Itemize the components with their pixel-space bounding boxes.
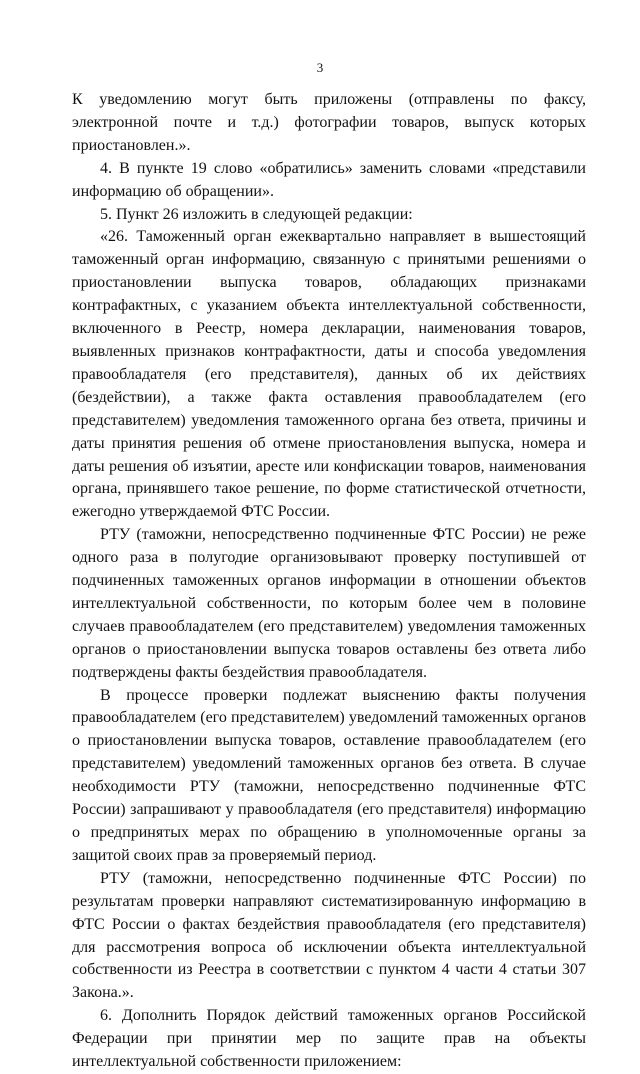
- paragraph-item-5: 5. Пункт 26 изложить в следующей редакции:: [100, 205, 413, 223]
- paragraph-attachment-note: К уведомлению могут быть приложены (отправлены по факсу, электронной почте и т.д.) фотографии товаров, выпуск которых приостановлен.».: [72, 91, 586, 154]
- document-body: [72, 89, 586, 1074]
- paragraph-item-4: 4. В пункте 19 слово «обратились» заменить словами «представили информацию об обращении».: [72, 159, 586, 200]
- paragraph-point-26: «26. Таможенный орган ежеквартально направляет в вышестоящий таможенный орган информацию, связанную с принятыми решениями о приостановлении выпуска товаров, обладающих признаками контрафактных, с указанием объекта интеллектуальной собственности, включенного в Реестр, номера декларации, наименования товаров, выявленных признаков контрафактности, даты и способа уведомления правообладателя (его представителя), данных об их действиях (бездействии), а также факта оставления правообладателем (его представителем) уведомления таможенного органа без ответа, причины и даты принятия решения об отмене приостановления выпуска, номера и даты решения об изъятии, аресте или конфискации товаров, наименования органа, принявшего такое решение, по форме статистической отчетности, ежегодно утверждаемой ФТС России.: [72, 228, 586, 521]
- page-number: 3: [316, 60, 324, 75]
- paragraph-item-6: 6. Дополнить Порядок действий таможенных органов Российской Федерации при принятии мер по защите прав на объекты интеллектуальной собственности приложением:: [72, 1007, 586, 1071]
- paragraph-review-process: В процессе проверки подлежат выяснению факты получения правообладателем (его представителем) уведомлений таможенных органов о приостановлении выпуска товаров, оставление правообладателем (его представителем) уведомлений таможенных органов без ответа. В случае необходимости РТУ (таможни, непосредственно подчиненные ФТС России) запрашивают у правообладателя (его представителя) информацию о предпринятых мерах по обращению в уполномоченные органы за защитой своих прав за проверяемый период.: [72, 686, 586, 864]
- paragraph-rtu-review: РТУ (таможни, непосредственно подчиненные ФТС России) не реже одного раза в полугодие организовывают проверку поступившей от подчиненных таможенных органов информации в отношении объектов интеллектуальной собственности, по которым более чем в половине случаев правообладателем (его представителем) уведомления таможенных органов о приостановлении выпуска товаров оставлены без ответа либо подтверждены факты бездействия правообладателя.: [72, 526, 586, 681]
- paragraph-rtu-results: РТУ (таможни, непосредственно подчиненные ФТС России) по результатам проверки направляют систематизированную информацию в ФТС России о фактах бездействия правообладателя (его представителя) для рассмотрения вопроса об исключении объекта интеллектуальной собственности из Реестра в соответствии с пунктом 4 части 4 статьи 307 Закона.».: [72, 869, 586, 1002]
